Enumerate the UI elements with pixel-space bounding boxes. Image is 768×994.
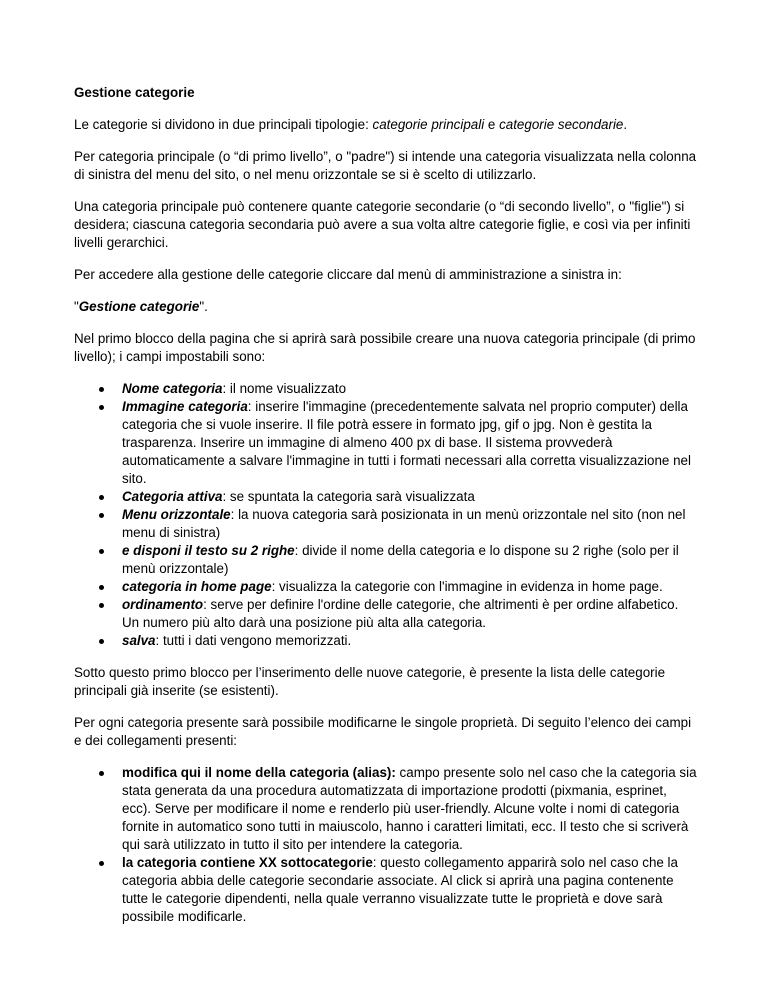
section-title: Gestione categorie [74, 85, 195, 100]
field-term: salva [122, 633, 156, 648]
gestione-categorie-term: Gestione categorie [78, 299, 200, 314]
list-item [122, 632, 698, 650]
field-desc: : visualizza la categorie con l'immagine in evidenza in home page. [271, 579, 663, 594]
list-item [122, 506, 698, 542]
list-item [122, 542, 698, 578]
field-desc: : il nome visualizzato [222, 381, 347, 396]
term-categorie-secondarie: categorie secondarie [499, 117, 624, 132]
field-term: Immagine categoria [122, 399, 248, 414]
field-term: categoria in home page [122, 579, 272, 594]
field-desc: : serve per definire l'ordine delle categorie, che altrimenti è per ordine alfabetico. Un numero più alto darà una posizione più alta alla categoria. [122, 597, 679, 630]
paragraph-primo-blocco: Nel primo blocco della pagina che si aprirà sarà possibile creare una nuova categoria principale (di primo livello); i campi impostabili sono: [74, 331, 696, 364]
field-desc: : la nuova categoria sarà posizionata in un menù orizzontale nel sito (non nel menu di sinistra) [122, 507, 686, 540]
intro-paragraph [74, 116, 698, 134]
paragraph-accesso: Per accedere alla gestione delle categorie cliccare dal menù di amministrazione a sinistra in: [74, 267, 622, 282]
intro-period: . [623, 117, 628, 132]
field-term: ordinamento [122, 597, 204, 612]
term-categorie-principali: categorie principali [372, 117, 485, 132]
link-desc: campo presente solo nel caso che la categoria sia stata generata da una procedura automatizzata di importazione prodotti (pixmania, esprinet, ecc). Serve per modificare il nome e renderlo più user-friendly. Alcune volte i nomi di categoria fornite in automatico sono tutti in maiuscolo, hanno i caratteri limitati, ecc. Il testo che si scriverà qui sarà utilizzato in tutto il sito per intendere la categoria. [122, 765, 697, 852]
field-desc: : inserire l'immagine (precedentemente salvata nel proprio computer) della categoria che si vuole inserire. Il file potrà essere in formato jpg, gif o jpg. Non è gestita la trasparenza. Inserire un immagine di almeno 400 px di base. Il sistema provvederà automaticamente a salvare l'immagine in tutti i formati necessari alla corretta visualizzazione nel sito. [122, 399, 691, 486]
field-term: Categoria attiva [122, 489, 223, 504]
list-item [122, 854, 698, 926]
link-desc: : questo collegamento apparirà solo nel caso che la categoria abbia delle categorie secondarie associate. Al click si aprirà una pagina contenente tutte le categorie dipendenti, nella quale verranno visualizzate tutte le proprietà e dove sarà possibile modificarle. [122, 855, 678, 924]
list-item [122, 380, 698, 398]
paragraph-categorie-secondarie: Una categoria principale può contenere quante categorie secondarie (o “di secondo livello”, o "figlie") si desidera; ciascuna categoria secondaria può avere a sua volta altre categorie figlie, e così via per infiniti livelli gerarchici. [74, 199, 691, 250]
intro-text: Le categorie si dividono in due principali tipologie: [74, 117, 373, 132]
list-item [122, 764, 698, 854]
link-term: modifica qui il nome della categoria (alias): [122, 765, 396, 780]
links-list [74, 764, 698, 926]
intro-conjunction: e [484, 117, 500, 132]
field-desc: : divide il nome della categoria e lo dispone su 2 righe (solo per il menù orizzontale) [122, 543, 679, 576]
field-desc: : tutti i dati vengono memorizzati. [155, 633, 352, 648]
list-item [122, 398, 698, 488]
quote-open: " [74, 299, 79, 314]
field-term: Menu orizzontale [122, 507, 231, 522]
list-item [122, 578, 698, 596]
paragraph-lista-categorie: Sotto questo primo blocco per l’inserimento delle nuove categorie, è presente la lista delle categorie principali già inserite (se esistenti). [74, 665, 666, 698]
paragraph-gestione-link [74, 298, 698, 316]
paragraph-proprieta: Per ogni categoria presente sarà possibile modificarne le singole proprietà. Di seguito l’elenco dei campi e dei collegamenti presenti: [74, 715, 692, 748]
link-term: la categoria contiene XX sottocategorie [122, 855, 373, 870]
list-item [122, 596, 698, 632]
field-desc: : se spuntata la categoria sarà visualizzata [222, 489, 475, 504]
paragraph-categoria-principale: Per categoria principale (o “di primo livello”, o "padre") si intende una categoria visualizzata nella colonna di sinistra del menu del sito, o nel menu orizzontale se si è scelto di utilizzarlo. [74, 149, 697, 182]
field-term: e disponi il testo su 2 righe [122, 543, 295, 558]
quote-close: ". [199, 299, 208, 314]
fields-list [74, 380, 698, 650]
list-item [122, 488, 698, 506]
field-term: Nome categoria [122, 381, 223, 396]
